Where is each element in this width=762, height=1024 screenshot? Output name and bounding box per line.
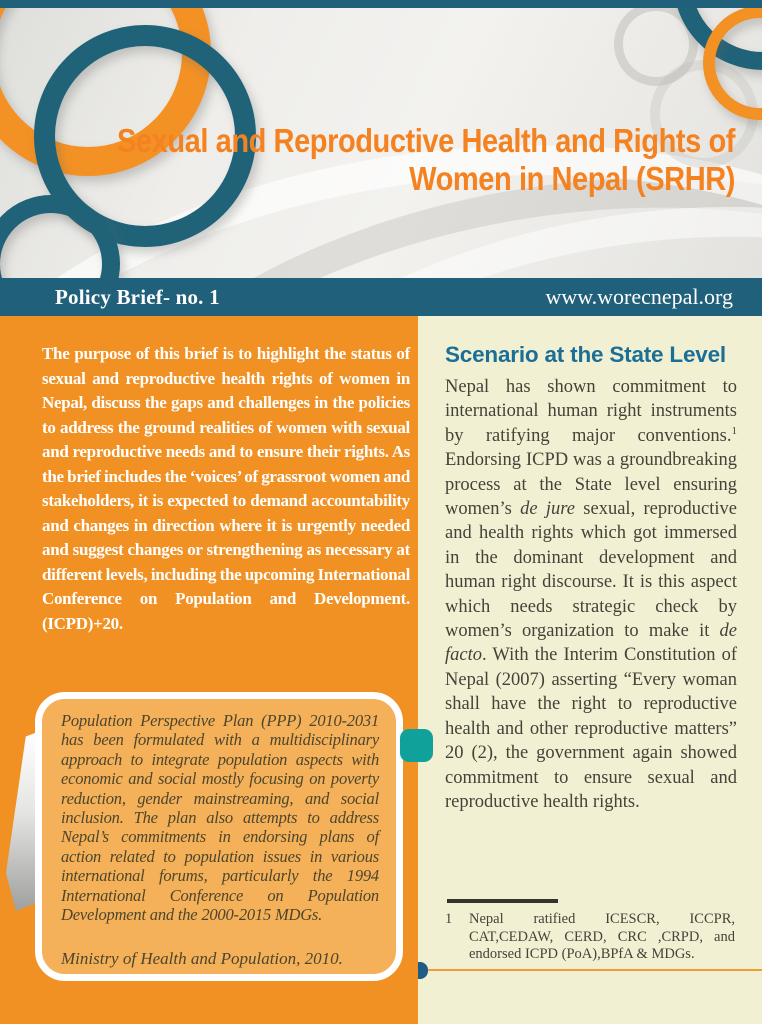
scenario-paragraph [445, 375, 737, 814]
quote-box-text: Population Perspective Plan (PPP) 2010-2031 has been formulated with a multidisciplinary approach to integrate population aspects with economic and social mostly focusing on poverty reduction, gender mainstreaming, and social inclusion. The plan also attempts to address Nepal’s commitments in endorsing plans of action related to population issues in various international forums, particularly the 1994 International Conference on Population Development and the 2000-2015 MDGs. [61, 711, 379, 925]
right-column [418, 316, 762, 1024]
quote-box-attribution: Ministry of Health and Population, 2010. [61, 949, 343, 969]
left-column [0, 316, 418, 1024]
document-title: Sexual and Reproductive Health and Rights of Women in Nepal (SRHR) [116, 122, 736, 197]
orange-rule-decor [428, 969, 762, 971]
website-link[interactable]: www.worecnepal.org [545, 284, 733, 309]
blue-bullet-decor [418, 962, 428, 979]
policy-brief-number: Policy Brief- no. 1 [55, 284, 220, 309]
header-banner [0, 0, 762, 278]
scenario-text-2: Endorsing ICPD was a groundbreaking process at the State level ensuring women’s [445, 450, 737, 520]
footnote-marker: 1 [445, 911, 453, 927]
footnote-divider [447, 899, 558, 903]
latin-term-de-jure: de jure [520, 499, 575, 520]
purpose-paragraph: The purpose of this brief is to highlight the status of sexual and reproductive health rights of women in Nepal, discuss the gaps and challenges in the policies to address the ground realities of women with sexual and reproductive needs and to ensure their rights. As the brief includes the ‘voices’ of grassroot women and stakeholders, it is expected to demand accountability and changes in direction where it is urgently needed and suggest changes or strengthening as necessary at different levels, including the upcoming International Conference on Population and Development. (ICPD)+20. [42, 344, 410, 633]
section-heading: Scenario at the State Level [445, 342, 726, 367]
quote-box [35, 692, 403, 981]
footnote-block [445, 899, 735, 964]
teal-tab-decor [400, 729, 433, 762]
footnote-reference: 1 [731, 424, 737, 437]
scenario-text-4: . With the Interim Constitution of Nepal (2007) asserting “Every woman shall have the right to reproductive health and other reproductive matters” 20 (2), the government again showed commitment to ensure sexual and reproductive health rights. [445, 645, 737, 812]
scenario-text-1: Nepal has shown commitment to international human right instruments by ratifying major conventions. [445, 377, 737, 446]
title-band [0, 278, 762, 316]
content-columns [0, 316, 762, 1024]
scenario-text-3: sexual, reproductive and health rights which got immersed in the dominant development and human right discourse. It is this aspect which needs strategic check by women’s organization to make it [445, 499, 737, 642]
latin-term-de-facto: de facto [445, 621, 737, 666]
footnote-text: Nepal ratified ICESCR, ICCPR, CAT,CEDAW, CERD, CRC ,CRPD, and endorsed ICPD (PoA),BPfA & MDGs. [469, 911, 735, 962]
top-accent-bar [0, 0, 762, 8]
